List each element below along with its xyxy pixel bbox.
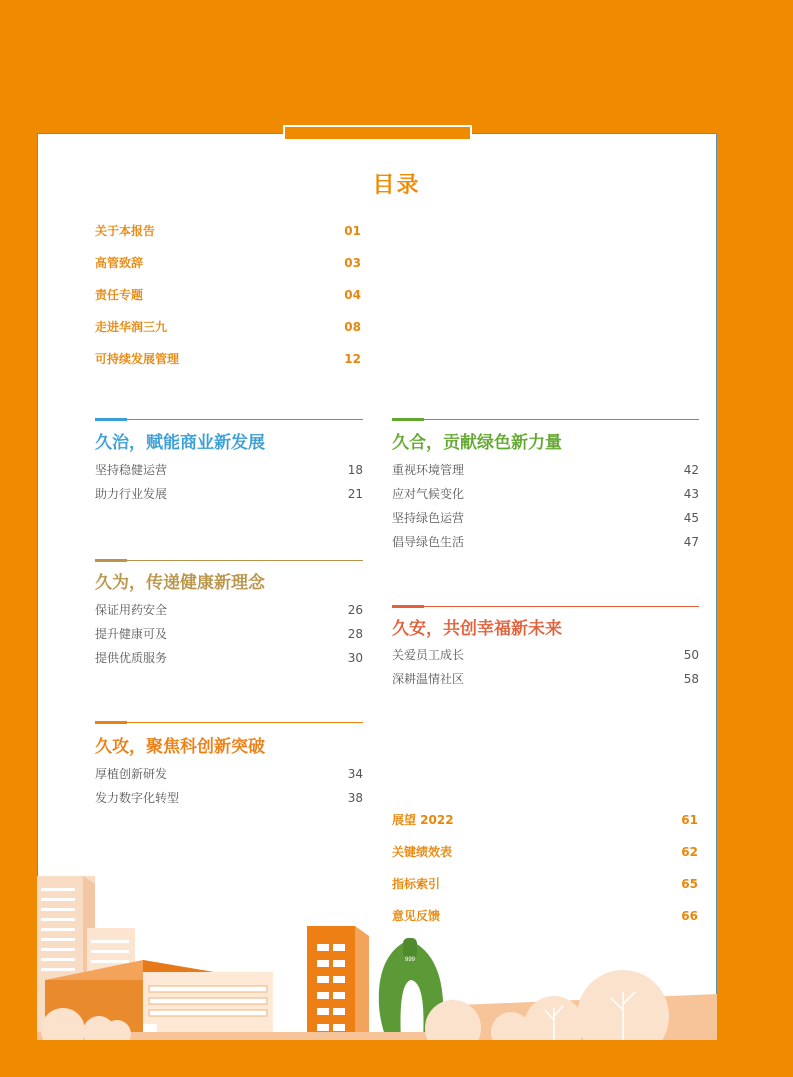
section-divider — [95, 419, 363, 420]
toc-item-page: 18 — [347, 463, 363, 477]
city-illustration — [37, 860, 717, 1040]
toc-item-label: 发力数字化转型 — [95, 791, 180, 805]
section-divider — [392, 606, 699, 607]
toc-item-page: 03 — [344, 256, 361, 270]
toc-item-page: 08 — [344, 320, 361, 334]
page-title: 目录 — [372, 173, 421, 198]
toc-item-label: 指标索引 — [392, 877, 441, 891]
orange-tower — [307, 926, 355, 1040]
toc-item-page: 34 — [347, 767, 363, 781]
landmark-sign: 999 — [404, 957, 416, 963]
toc-item-label: 提升健康可及 — [95, 627, 168, 641]
section-title: 久安，共创幸福新未来 — [392, 619, 562, 639]
toc-item-label: 深耕温情社区 — [392, 672, 465, 686]
toc-item-page: 01 — [344, 224, 361, 238]
toc-item-page: 21 — [347, 487, 363, 501]
section-divider — [392, 419, 699, 420]
toc-item-page: 26 — [347, 603, 363, 617]
toc-item-label: 展望 2022 — [392, 813, 454, 827]
toc-item-label: 厚植创新研发 — [95, 767, 168, 781]
toc-item-page: 66 — [681, 909, 698, 923]
toc-item-page: 61 — [681, 813, 698, 827]
section-accent — [392, 605, 424, 608]
toc-item-label: 责任专题 — [95, 288, 144, 302]
toc-item-label: 助力行业发展 — [95, 487, 168, 501]
section-title: 久攻，聚焦科创新突破 — [95, 737, 265, 757]
section-accent — [392, 418, 424, 421]
toc-item-label: 关键绩效表 — [392, 845, 453, 859]
section-accent — [95, 418, 127, 421]
section-title: 久为，传递健康新理念 — [95, 573, 265, 593]
toc-item-label: 可持续发展管理 — [95, 352, 180, 366]
section-divider — [95, 560, 363, 561]
toc-item-label: 关爱员工成长 — [392, 648, 465, 662]
toc-item-label: 提供优质服务 — [95, 651, 168, 665]
toc-item-page: 45 — [683, 511, 699, 525]
section-divider — [95, 722, 363, 723]
toc-item-page: 58 — [683, 672, 699, 686]
toc-item-label: 应对气候变化 — [392, 487, 465, 501]
toc-item-page: 42 — [683, 463, 699, 477]
toc-item-label: 高管致辞 — [95, 256, 144, 270]
toc-item-label: 走进华润三九 — [95, 320, 168, 334]
toc-item-page: 30 — [347, 651, 363, 665]
toc-item-label: 倡导绿色生活 — [392, 535, 465, 549]
section-accent — [95, 721, 127, 724]
toc-item-page: 65 — [681, 877, 698, 891]
toc-item-page: 12 — [344, 352, 361, 366]
toc-item-label: 保证用药安全 — [95, 603, 168, 617]
card-tab — [283, 125, 472, 141]
toc-item-label: 坚持绿色运营 — [392, 511, 465, 525]
toc-item-label: 重视环境管理 — [392, 463, 465, 477]
toc-item-page: 47 — [683, 535, 699, 549]
toc-item-label: 坚持稳健运营 — [95, 463, 168, 477]
toc-item-page: 62 — [681, 845, 698, 859]
section-title: 久治，赋能商业新发展 — [95, 433, 265, 453]
toc-item-page: 43 — [683, 487, 699, 501]
section-title: 久合，贡献绿色新力量 — [392, 433, 562, 453]
section-accent — [95, 559, 127, 562]
toc-item-page: 04 — [344, 288, 361, 302]
toc-item-page: 28 — [347, 627, 363, 641]
toc-item-page: 50 — [683, 648, 699, 662]
toc-item-label: 意见反馈 — [392, 909, 441, 923]
toc-item-label: 关于本报告 — [95, 224, 156, 238]
toc-item-page: 38 — [347, 791, 363, 805]
